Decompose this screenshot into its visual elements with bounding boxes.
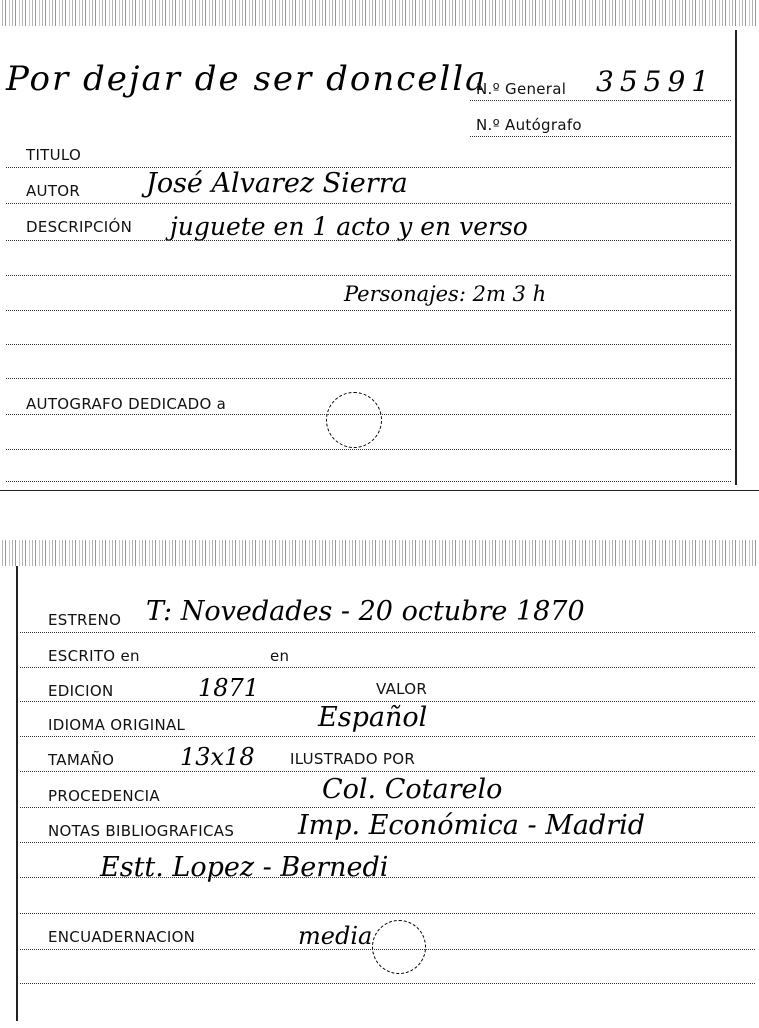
valor-label: VALOR xyxy=(376,680,428,698)
encuadernacion-value: media xyxy=(298,922,373,950)
general-number-value: 35591 xyxy=(596,65,716,98)
ruled-line xyxy=(20,632,755,633)
ruled-line xyxy=(6,310,731,311)
ruled-line xyxy=(470,100,731,101)
ruled-line xyxy=(20,771,755,772)
personajes-value: Personajes: 2m 3 h xyxy=(344,282,547,306)
ruled-line xyxy=(6,481,731,482)
procedencia-value: Col. Cotarelo xyxy=(322,774,503,805)
ruled-line xyxy=(20,949,755,950)
ruled-line xyxy=(20,983,755,984)
card-bottom-edge xyxy=(0,490,759,491)
stamp-mark xyxy=(372,920,426,974)
ruled-line xyxy=(6,344,731,345)
general-number-label: N.º General xyxy=(476,80,567,98)
catalog-card-bottom xyxy=(0,540,759,1028)
card-border xyxy=(735,30,737,485)
idioma-label: IDIOMA ORIGINAL xyxy=(48,716,186,734)
notas-value-line2: Estt. Lopez - Bernedi xyxy=(100,852,389,883)
ruled-line xyxy=(20,667,755,668)
torn-edge xyxy=(0,540,759,566)
ruled-line xyxy=(6,203,731,204)
autor-value: José Alvarez Sierra xyxy=(146,168,408,199)
estreno-label: ESTRENO xyxy=(48,611,122,629)
notas-label: NOTAS BIBLIOGRAFICAS xyxy=(48,822,235,840)
escrito-label: ESCRITO en xyxy=(48,647,140,665)
ruled-line xyxy=(6,240,731,241)
stamp-mark xyxy=(326,392,382,448)
catalog-card-top xyxy=(0,0,759,500)
autor-label: AUTOR xyxy=(26,182,81,200)
estreno-value: T: Novedades - 20 octubre 1870 xyxy=(146,596,585,627)
tamano-value: 13x18 xyxy=(180,743,255,771)
descripcion-value: juguete en 1 acto y en verso xyxy=(170,212,528,241)
ruled-line xyxy=(20,913,755,914)
ruled-line xyxy=(20,842,755,843)
ruled-line xyxy=(6,275,731,276)
ilustrado-label: ILUSTRADO POR xyxy=(290,750,416,768)
torn-edge xyxy=(0,0,759,26)
title-handwritten: Por dejar de ser doncella xyxy=(6,59,488,99)
ruled-line xyxy=(470,136,731,137)
ruled-line xyxy=(6,449,731,450)
encuadernacion-label: ENCUADERNACION xyxy=(48,928,196,946)
tamano-label: TAMAÑO xyxy=(48,751,115,769)
titulo-label: TITULO xyxy=(26,146,82,164)
notas-value: Imp. Económica - Madrid xyxy=(298,810,646,841)
idioma-value: Español xyxy=(318,702,428,733)
escrito-en-label: en xyxy=(270,647,290,665)
ruled-line xyxy=(20,736,755,737)
ruled-line xyxy=(6,378,731,379)
dedicado-label: AUTOGRAFO DEDICADO a xyxy=(26,395,227,413)
edicion-label: EDICION xyxy=(48,682,114,700)
ruled-line xyxy=(20,807,755,808)
autograph-number-label: N.º Autógrafo xyxy=(476,116,582,134)
ruled-line xyxy=(6,414,731,415)
descripcion-label: DESCRIPCIÓN xyxy=(26,218,133,236)
card-border xyxy=(16,566,18,1021)
edicion-value: 1871 xyxy=(198,674,260,702)
ruled-line xyxy=(20,877,755,878)
procedencia-label: PROCEDENCIA xyxy=(48,787,160,805)
